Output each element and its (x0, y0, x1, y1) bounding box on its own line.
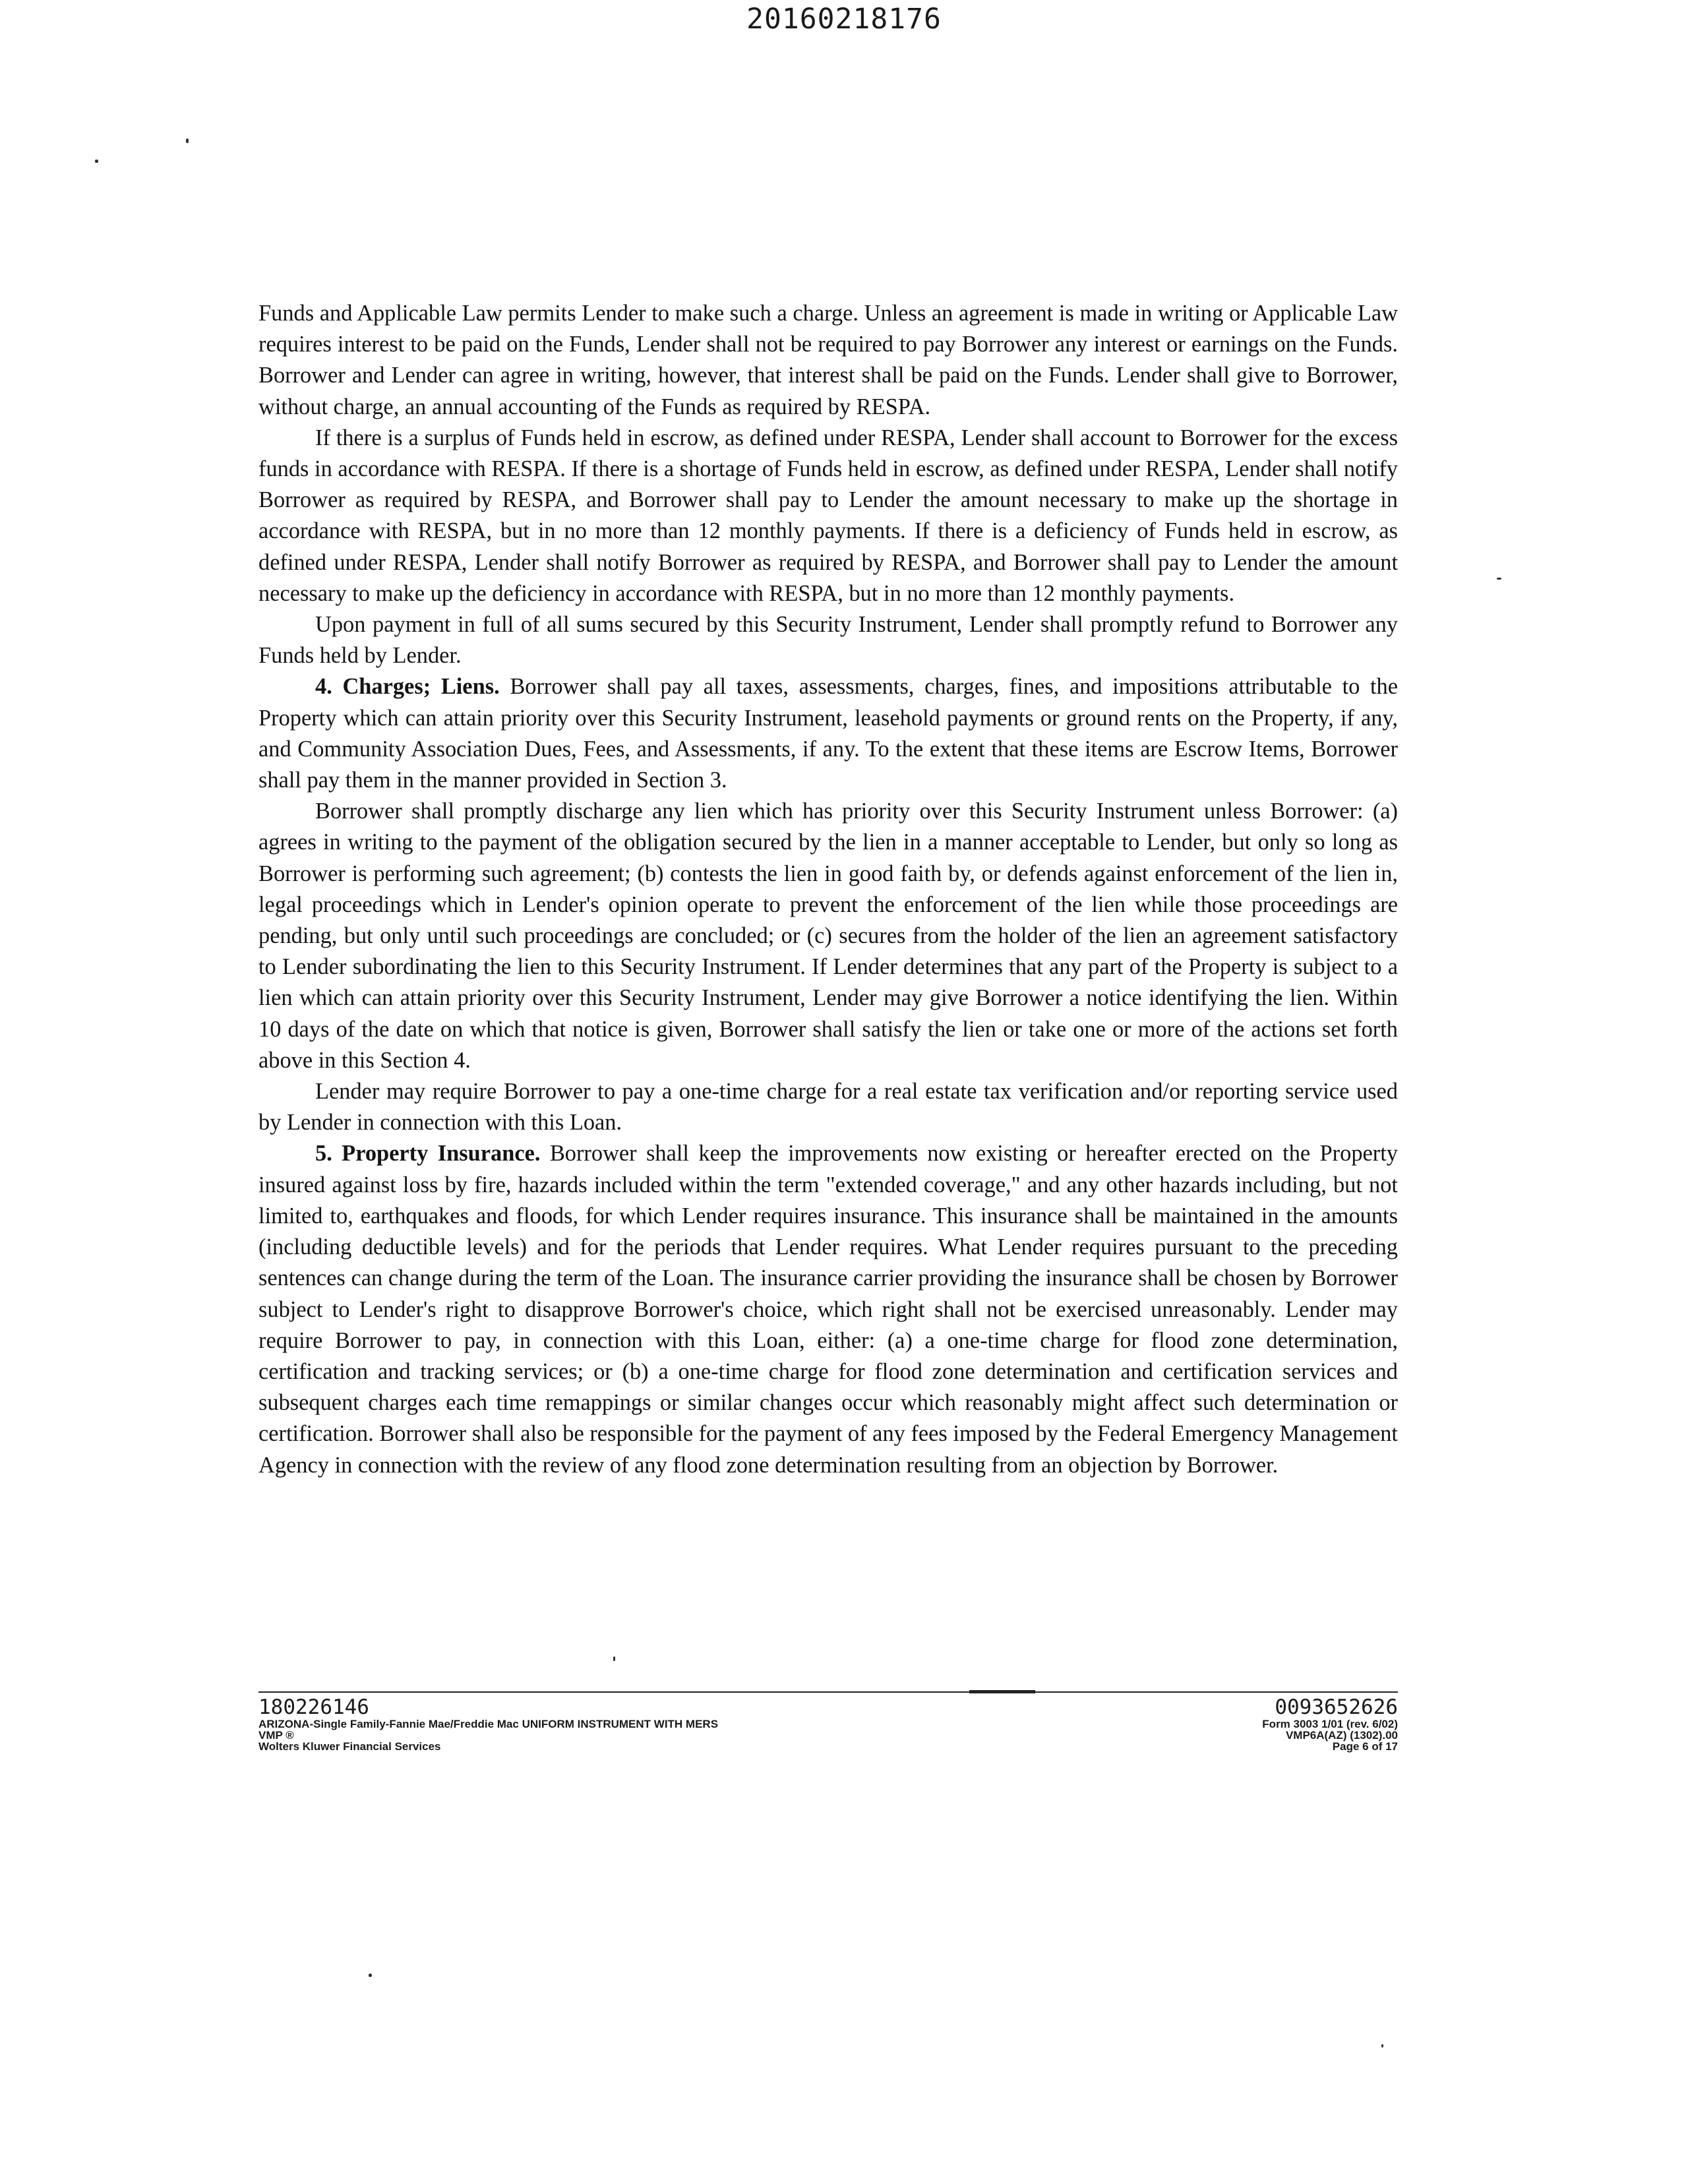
section-heading: 4. Charges; Liens. (315, 674, 500, 700)
section-heading: 5. Property Insurance. (315, 1141, 541, 1167)
scan-speck (1381, 2044, 1383, 2048)
document-body (258, 298, 1398, 1481)
body-paragraph (258, 298, 1398, 423)
footer-id-number: 180226146 (258, 1695, 369, 1719)
paragraph-text: Borrower shall keep the improvements now existing or hereafter erected on the Property insured against loss by fire, hazards included within the term "extended coverage," and any other hazards including, but not limited to, earthquakes and floods, for which Lender requires insurance. This insurance shall be maintained in the amounts (including deductible levels) and for the periods that Lender requires. What Lender requires pursuant to the preceding sentences can change during the term of the Loan. The insurance carrier providing the insurance shall be chosen by Borrower subject to Lender's right to disapprove Borrower's choice, which right shall not be exercised unreasonably. Lender may require Borrower to pay, in connection with this Loan, either: (a) a one-time charge for flood zone determination, certification and tracking services; or (b) a one-time charge for flood zone determination and certification services and subsequent charges each time remappings or similar changes occur which reasonably might affect such determination or certification. Borrower shall also be responsible for the payment of any fees imposed by the Federal Emergency Management Agency in connection with the review of any flood zone determination resulting from an objection by Borrower. (258, 1141, 1398, 1478)
footer-left (258, 1696, 918, 1752)
paragraph-text: If there is a surplus of Funds held in escrow, as defined under RESPA, Lender shall account to Borrower for the excess funds in accordance with RESPA. If there is a shortage of Funds held in escrow, as defined under RESPA, Lender shall notify Borrower as required by RESPA, and Borrower shall pay to Lender the amount necessary to make up the shortage in accordance with RESPA, but in no more than 12 monthly payments. If there is a deficiency of Funds held in escrow, as defined under RESPA, Lender shall notify Borrower as required by RESPA, and Borrower shall pay to Lender the amount necessary to make up the deficiency in accordance with RESPA, but in no more than 12 monthly payments. (258, 425, 1398, 606)
paragraph-text: Borrower shall promptly discharge any lien which has priority over this Security Instrument unless Borrower: (a) agrees in writing to the payment of the obligation secured by the lien in a manner acceptable to Lender, but only so long as Borrower is performing such agreement; (b) contests the lien in good faith by, or defends against enforcement of the lien in, legal proceedings which in Lender's opinion operate to prevent the enforcement of the lien while those proceedings are pending, but only until such proceedings are concluded; or (c) secures from the holder of the lien an agreement satisfactory to Lender subordinating the lien to this Security Instrument. If Lender determines that any part of the Property is subject to a lien which can attain priority over this Security Instrument, Lender may give Borrower a notice identifying the lien. Within 10 days of the date on which that notice is given, Borrower shall satisfy the lien or take one or more of the actions set forth above in this Section 4. (258, 799, 1398, 1073)
loan-number: 0093652626 (1275, 1695, 1398, 1719)
document-number: 20160218176 (746, 3, 942, 36)
paragraph-text: Borrower shall pay all taxes, assessments, charges, fines, and impositions attributable to the Property which can attain priority over this Security Instrument, leasehold payments or ground rents on the Property, if any, and Community Association Dues, Fees, and Assessments, if any. To the extent that these items are Escrow Items, Borrower shall pay them in the manner provided in Section 3. (258, 674, 1398, 793)
paragraph-text: Lender may require Borrower to pay a one-time charge for a real estate tax verification and/or reporting service used by Lender in connection with this Loan. (258, 1079, 1398, 1136)
scan-speck (186, 138, 189, 143)
body-paragraph (258, 609, 1398, 671)
footer-divider-accent (969, 1690, 1035, 1693)
publisher-name: Wolters Kluwer Financial Services (258, 1740, 441, 1753)
scan-speck (613, 1656, 615, 1661)
section-4-paragraph (258, 671, 1398, 796)
section-5-paragraph (258, 1138, 1398, 1480)
footer-divider (258, 1691, 1398, 1693)
footer-right (1068, 1696, 1398, 1752)
form-number: Form 3003 1/01 (rev. 6/02) (1262, 1718, 1398, 1730)
form-title: ARIZONA-Single Family-Fannie Mae/Freddie Mac UNIFORM INSTRUMENT WITH MERS (258, 1718, 719, 1730)
body-paragraph (258, 796, 1398, 1076)
scan-speck (95, 160, 98, 163)
vmp-mark: VMP ® (258, 1729, 294, 1742)
paragraph-text: Upon payment in full of all sums secured by this Security Instrument, Lender shall promptly refund to Borrower any Funds held by Lender. (258, 612, 1398, 669)
page-number: Page 6 of 17 (1332, 1740, 1398, 1753)
form-code: VMP6A(AZ) (1302).00 (1285, 1729, 1398, 1742)
scan-speck (369, 1974, 372, 1977)
paragraph-text: Funds and Applicable Law permits Lender to make such a charge. Unless an agreement is made in writing or Applicable Law requires interest to be paid on the Funds, Lender shall not be required to pay Borrower any interest or earnings on the Funds. Borrower and Lender can agree in writing, however, that interest shall be paid on the Funds. Lender shall give to Borrower, without charge, an annual accounting of the Funds as required by RESPA. (258, 301, 1398, 419)
body-paragraph (258, 423, 1398, 609)
body-paragraph (258, 1076, 1398, 1138)
scan-speck (1497, 578, 1501, 580)
